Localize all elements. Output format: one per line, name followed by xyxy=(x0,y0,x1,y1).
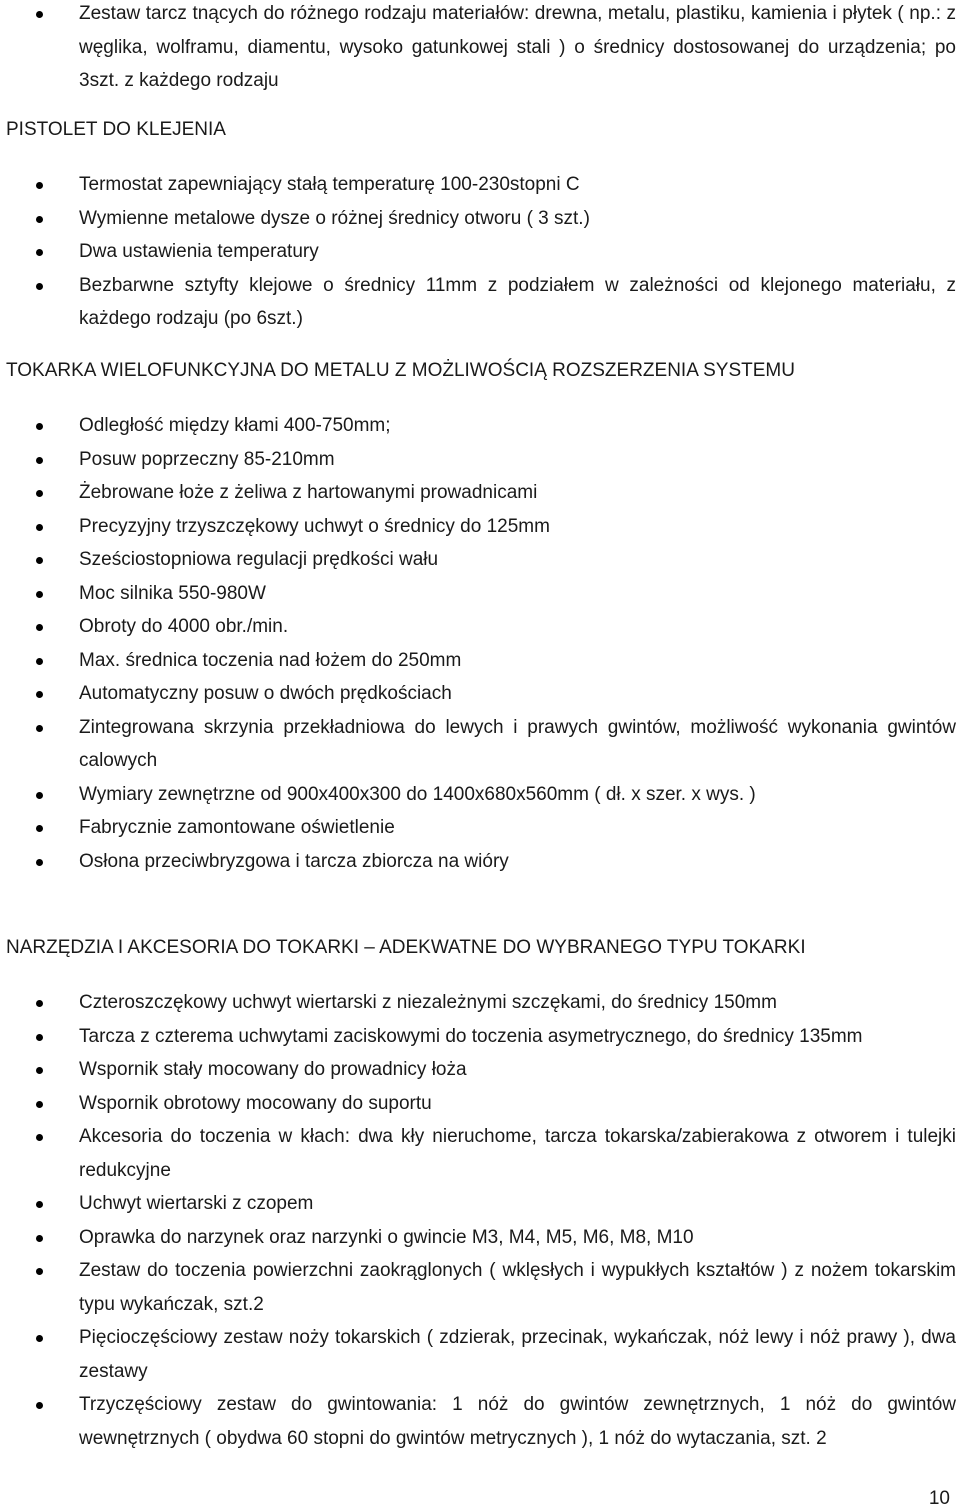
bullet-icon xyxy=(36,1335,43,1342)
section-heading-lathe: TOKARKA WIELOFUNKCYJNA DO METALU Z MOŻLIWOŚCIĄ ROZSZERZENIA SYSTEMU xyxy=(6,360,795,381)
list-item: Wspornik obrotowy mocowany do suportu xyxy=(0,1087,960,1121)
bullet-icon xyxy=(36,283,43,290)
list-item: Dwa ustawienia temperatury xyxy=(0,235,960,269)
bullet-icon xyxy=(36,825,43,832)
bullet-icon xyxy=(36,691,43,698)
list-item: Max. średnica toczenia nad łożem do 250mm xyxy=(0,644,960,678)
bullet-icon xyxy=(36,1235,43,1242)
bullet-icon xyxy=(36,557,43,564)
list-item: Odległość między kłami 400-750mm; xyxy=(0,409,960,443)
list-item: Oprawka do narzynek oraz narzynki o gwincie M3, M4, M5, M6, M8, M10 xyxy=(0,1221,960,1255)
bullet-list-lathe-tools xyxy=(0,986,960,1455)
bullet-icon xyxy=(36,1101,43,1108)
bullet-list-glue-gun xyxy=(0,168,960,336)
bullet-icon xyxy=(36,524,43,531)
list-item: Zestaw tarcz tnących do różnego rodzaju materiałów: drewna, metalu, plastiku, kamienia i płytek ( np.: z węglika, wolframu, diamentu, wysoko gatunkowej stali ) o średnicy dostosowanej do urządzenia; po 3szt. z każdego rodzaju xyxy=(0,0,960,98)
list-item: Uchwyt wiertarski z czopem xyxy=(0,1187,960,1221)
bullet-list-lathe xyxy=(0,409,960,878)
list-item: Sześciostopniowa regulacji prędkości wału xyxy=(0,543,960,577)
bullet-icon xyxy=(36,216,43,223)
bullet-icon xyxy=(36,1201,43,1208)
list-item: Termostat zapewniający stałą temperaturę 100-230stopni C xyxy=(0,168,960,202)
bullet-icon xyxy=(36,859,43,866)
list-item: Zestaw do toczenia powierzchni zaokrąglonych ( wklęsłych i wypukłych kształtów ) z nożem tokarskim typu wykańczak, szt.2 xyxy=(0,1254,960,1321)
list-item: Precyzyjny trzyszczękowy uchwyt o średnicy do 125mm xyxy=(0,510,960,544)
bullet-icon xyxy=(36,1268,43,1275)
list-item: Zintegrowana skrzynia przekładniowa do lewych i prawych gwintów, możliwość wykonania gwintów calowych xyxy=(0,711,960,778)
bullet-icon xyxy=(36,658,43,665)
list-item: Wymienne metalowe dysze o różnej średnicy otworu ( 3 szt.) xyxy=(0,202,960,236)
list-item: Bezbarwne sztyfty klejowe o średnicy 11mm z podziałem w zależności od klejonego materiału, z każdego rodzaju (po 6szt.) xyxy=(0,269,960,336)
list-item: Posuw poprzeczny 85-210mm xyxy=(0,443,960,477)
bullet-icon xyxy=(36,1000,43,1007)
page-number: 10 xyxy=(928,1488,950,1509)
list-item: Tarcza z czterema uchwytami zaciskowymi do toczenia asymetrycznego, do średnicy 135mm xyxy=(0,1020,960,1054)
bullet-list-cutting-discs xyxy=(0,0,960,98)
list-item: Osłona przeciwbryzgowa i tarcza zbiorcza na wióry xyxy=(0,845,960,879)
list-item: Wymiary zewnętrzne od 900x400x300 do 1400x680x560mm ( dł. x szer. x wys. ) xyxy=(0,778,960,812)
bullet-icon xyxy=(36,725,43,732)
bullet-icon xyxy=(36,11,43,18)
bullet-icon xyxy=(36,423,43,430)
section-heading-glue-gun: PISTOLET DO KLEJENIA xyxy=(6,119,226,140)
bullet-icon xyxy=(36,624,43,631)
section-heading-lathe-tools: NARZĘDZIA I AKCESORIA DO TOKARKI – ADEKWATNE DO WYBRANEGO TYPU TOKARKI xyxy=(6,937,806,958)
list-item: Fabrycznie zamontowane oświetlenie xyxy=(0,811,960,845)
bullet-icon xyxy=(36,792,43,799)
bullet-icon xyxy=(36,1402,43,1409)
list-item: Automatyczny posuw o dwóch prędkościach xyxy=(0,677,960,711)
bullet-icon xyxy=(36,1067,43,1074)
list-item: Czteroszczękowy uchwyt wiertarski z niezależnymi szczękami, do średnicy 150mm xyxy=(0,986,960,1020)
bullet-icon xyxy=(36,182,43,189)
bullet-icon xyxy=(36,591,43,598)
list-item: Wspornik stały mocowany do prowadnicy łoża xyxy=(0,1053,960,1087)
list-item: Żebrowane łoże z żeliwa z hartowanymi prowadnicami xyxy=(0,476,960,510)
list-item: Trzyczęściowy zestaw do gwintowania: 1 nóż do gwintów zewnętrznych, 1 nóż do gwintów wewnętrznych ( obydwa 60 stopni do gwintów metrycznych ), 1 nóż do wytaczania, szt. 2 xyxy=(0,1388,960,1455)
bullet-icon xyxy=(36,457,43,464)
bullet-icon xyxy=(36,1034,43,1041)
list-item: Akcesoria do toczenia w kłach: dwa kły nieruchome, tarcza tokarska/zabierakowa z otworem i tulejki redukcyjne xyxy=(0,1120,960,1187)
bullet-icon xyxy=(36,1134,43,1141)
list-item: Obroty do 4000 obr./min. xyxy=(0,610,960,644)
bullet-icon xyxy=(36,249,43,256)
bullet-icon xyxy=(36,490,43,497)
list-item: Moc silnika 550-980W xyxy=(0,577,960,611)
list-item: Pięcioczęściowy zestaw noży tokarskich ( zdzierak, przecinak, wykańczak, nóż lewy i nóż prawy ), dwa zestawy xyxy=(0,1321,960,1388)
